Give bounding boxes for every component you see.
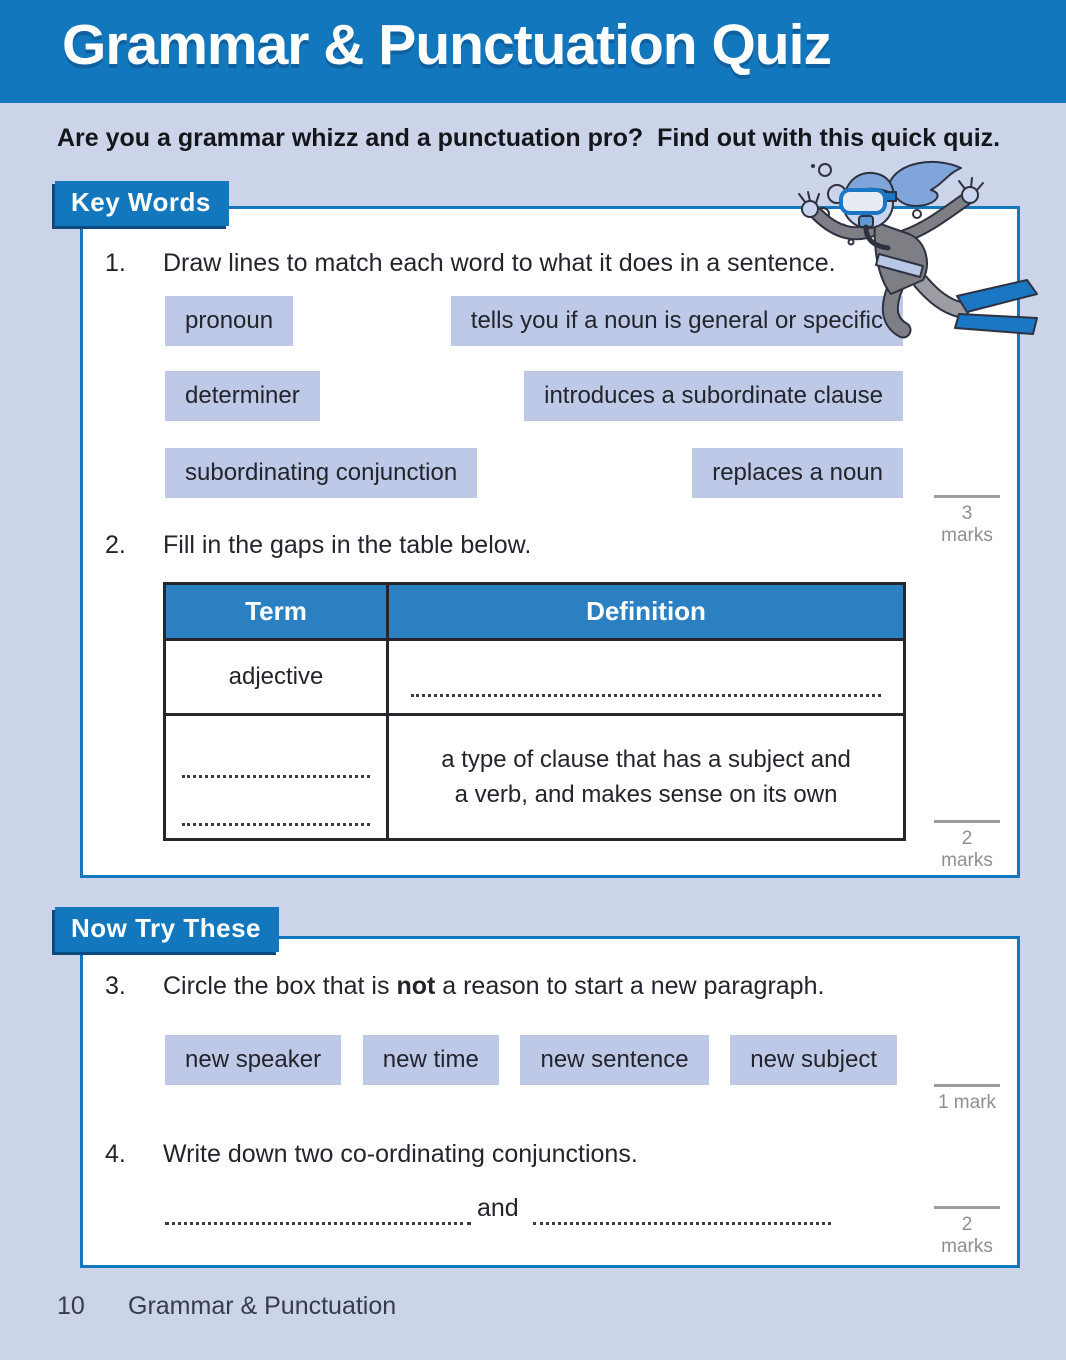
q2-row1-term-text: adjective	[228, 663, 324, 690]
q4-answer-blank-1[interactable]	[165, 1200, 471, 1225]
q2-table-header-definition: Definition	[386, 585, 903, 638]
q3-number: 3.	[105, 972, 126, 1000]
q2-marks-line	[934, 820, 1000, 823]
q2-row2-term-cell[interactable]	[166, 713, 386, 838]
q4-number: 4.	[105, 1140, 126, 1168]
q1-definition-replaces-noun[interactable]: replaces a noun	[692, 448, 903, 498]
flipper-icon	[957, 280, 1037, 312]
q4-marks-text: 2 marks	[941, 1214, 993, 1257]
q3-marks-badge	[934, 1084, 1000, 1114]
q2-row2-definition-line2: a verb, and makes sense on its own	[454, 781, 838, 808]
q4-prompt: Write down two co-ordinating conjunctions.	[163, 1140, 638, 1168]
q4-marks-line	[934, 1206, 1000, 1209]
bubble-icon	[819, 164, 831, 176]
q4-marks-badge	[934, 1206, 1000, 1258]
q2-row2-definition-line1: a type of clause that has a subject and	[441, 746, 851, 773]
q3-option-new-time[interactable]: new time	[363, 1035, 499, 1085]
q1-number: 1.	[105, 249, 126, 277]
q3-prompt-bold-not: not	[396, 972, 436, 1000]
q2-prompt: Fill in the gaps in the table below.	[163, 531, 532, 559]
q1-prompt: Draw lines to match each word to what it does in a sentence.	[163, 249, 836, 277]
scuba-diver-illustration	[793, 150, 1055, 350]
q4-answer-blank-2[interactable]	[533, 1200, 831, 1225]
q2-row2-definition-cell	[386, 713, 903, 838]
q1-definition-subordinate-clause[interactable]: introduces a subordinate clause	[524, 371, 903, 421]
section-label-now-try-these: Now Try These	[55, 907, 279, 952]
dive-mask-icon	[841, 190, 885, 213]
q3-prompt-after: a reason to start a new paragraph.	[435, 972, 825, 1000]
q2-row2-term-blank-line2[interactable]	[182, 823, 370, 826]
footer-page-number: 10	[57, 1292, 85, 1320]
q4-connector-and: and	[477, 1194, 519, 1222]
q3-prompt	[163, 972, 824, 1001]
q1-marks-text: 3 marks	[941, 503, 993, 546]
q3-marks-line	[934, 1084, 1000, 1087]
q1-term-pronoun[interactable]: pronoun	[165, 296, 293, 346]
q2-marks-text: 2 marks	[941, 828, 993, 871]
q3-prompt-before: Circle the box that is	[163, 972, 397, 1000]
q1-match-row-2	[165, 371, 903, 421]
q1-match-row-3	[165, 448, 903, 498]
q1-term-determiner[interactable]: determiner	[165, 371, 320, 421]
q1-definition-general-specific[interactable]: tells you if a noun is general or specific	[451, 296, 903, 346]
q2-row2-term-blank-line1[interactable]	[182, 775, 370, 778]
intro-text: Are you a grammar whizz and a punctuation pro? Find out with this quick quiz.	[57, 124, 1001, 152]
q1-marks-badge	[934, 495, 1000, 547]
q2-row1-term-cell	[166, 638, 386, 713]
q1-term-subordinating-conjunction[interactable]: subordinating conjunction	[165, 448, 477, 498]
q3-option-new-subject[interactable]: new subject	[730, 1035, 897, 1085]
q2-table	[163, 582, 906, 841]
q3-options-row	[165, 1035, 897, 1085]
q2-table-header-term: Term	[166, 585, 386, 638]
q2-row1-definition-blank[interactable]	[411, 694, 881, 697]
q1-marks-line	[934, 495, 1000, 498]
q3-option-new-speaker[interactable]: new speaker	[165, 1035, 341, 1085]
q2-row1-definition-cell[interactable]	[386, 638, 903, 713]
footer-title: Grammar & Punctuation	[128, 1292, 397, 1320]
q2-marks-badge	[934, 820, 1000, 872]
q3-marks-text: 1 mark	[937, 1092, 997, 1113]
title-banner	[0, 0, 1066, 103]
section-label-key-words: Key Words	[55, 181, 229, 226]
page-title: Grammar & Punctuation Quiz	[62, 13, 831, 77]
q2-number: 2.	[105, 531, 126, 559]
q3-option-new-sentence[interactable]: new sentence	[520, 1035, 708, 1085]
